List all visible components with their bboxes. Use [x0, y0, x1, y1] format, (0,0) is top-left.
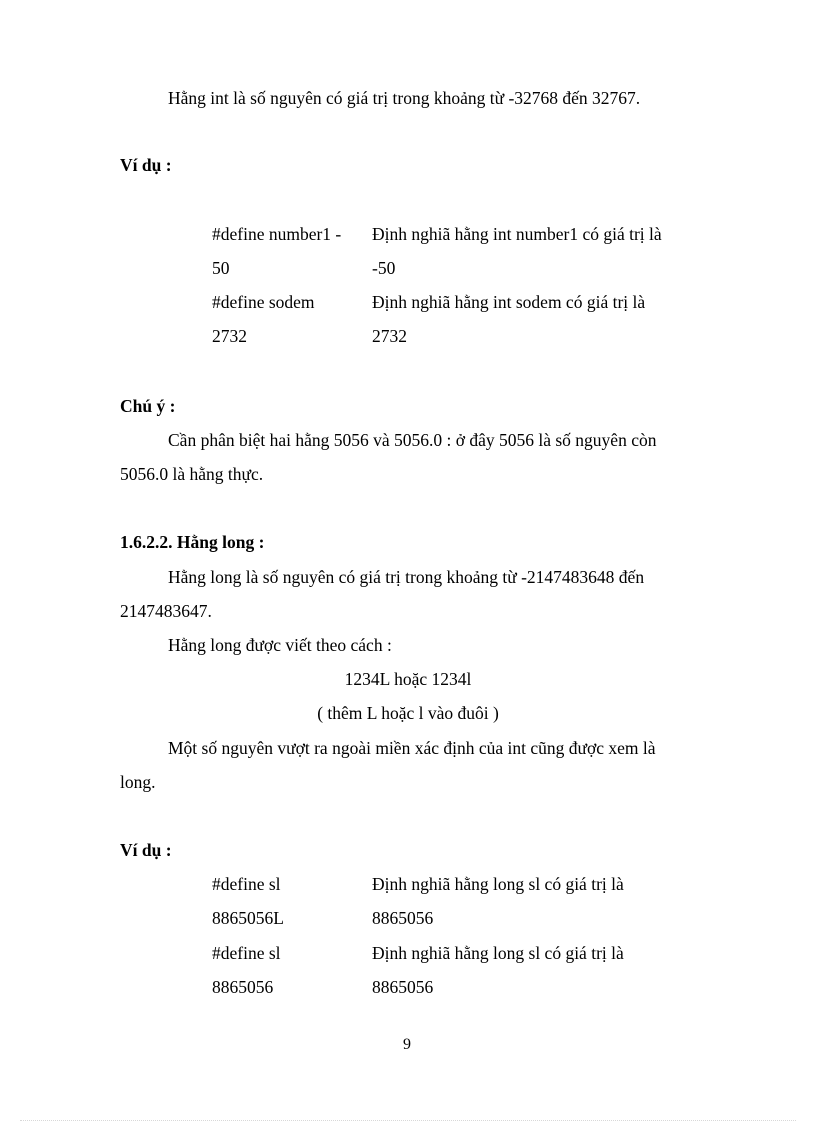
example1-desc-line-3: Định nghiã hằng int sodem có giá trị là [372, 292, 646, 312]
example-heading-2: Ví dụ : [120, 840, 172, 860]
long-syntax-intro: Hằng long được viết theo cách : [168, 635, 392, 655]
example2-desc-line-4: 8865056 [372, 977, 434, 997]
note-line-2: 5056.0 là hằng thực. [120, 464, 264, 484]
example1-desc-line-4: 2732 [372, 326, 407, 346]
example1-code-line-1: #define number1 - [212, 224, 342, 244]
example-heading-1: Ví dụ : [120, 155, 172, 175]
long-range-line-2: 2147483647. [120, 601, 212, 621]
section-heading: 1.6.2.2. Hằng long : [120, 532, 265, 552]
page-bottom-divider [20, 1120, 796, 1121]
example1-code-line-4: 2732 [212, 326, 247, 346]
example1-desc-line-2: -50 [372, 258, 396, 278]
example1-code-line-3: #define sodem [212, 292, 315, 312]
example1-desc-text-1: Định nghiã hằng int number1 có giá trị là [372, 224, 662, 244]
example2-code-line-1: #define sl [212, 874, 281, 894]
example2-code-line-4: 8865056 [212, 977, 274, 997]
long-range-line-1: Hằng long là số nguyên có giá trị trong khoảng từ -2147483648 đến [168, 567, 645, 587]
example1-desc-line-1 [372, 224, 688, 244]
long-overflow-line-1: Một số nguyên vượt ra ngoài miền xác định của int cũng được xem là [168, 738, 656, 758]
note-line-1: Cần phân biệt hai hằng 5056 và 5056.0 : ở đây 5056 là số nguyên còn [168, 430, 657, 450]
example2-desc-line-2: 8865056 [372, 908, 434, 928]
long-formula-note: ( thêm L hoặc l vào đuôi ) [317, 703, 499, 723]
example2-code-line-3: #define sl [212, 943, 281, 963]
example2-desc-line-3: Định nghiã hằng long sl có giá trị là [372, 943, 624, 963]
long-overflow-line-2: long. [120, 772, 156, 792]
paragraph-int-range: Hằng int là số nguyên có giá trị trong khoảng từ -32768 đến 32767. [168, 88, 641, 108]
long-formula: 1234L hoặc 1234l [344, 669, 472, 689]
page-number: 9 [403, 1036, 411, 1053]
example2-code-line-2: 8865056L [212, 908, 284, 928]
note-heading: Chú ý : [120, 396, 176, 416]
example1-code-line-2: 50 [212, 258, 230, 278]
example2-desc-line-1: Định nghiã hằng long sl có giá trị là [372, 874, 624, 894]
